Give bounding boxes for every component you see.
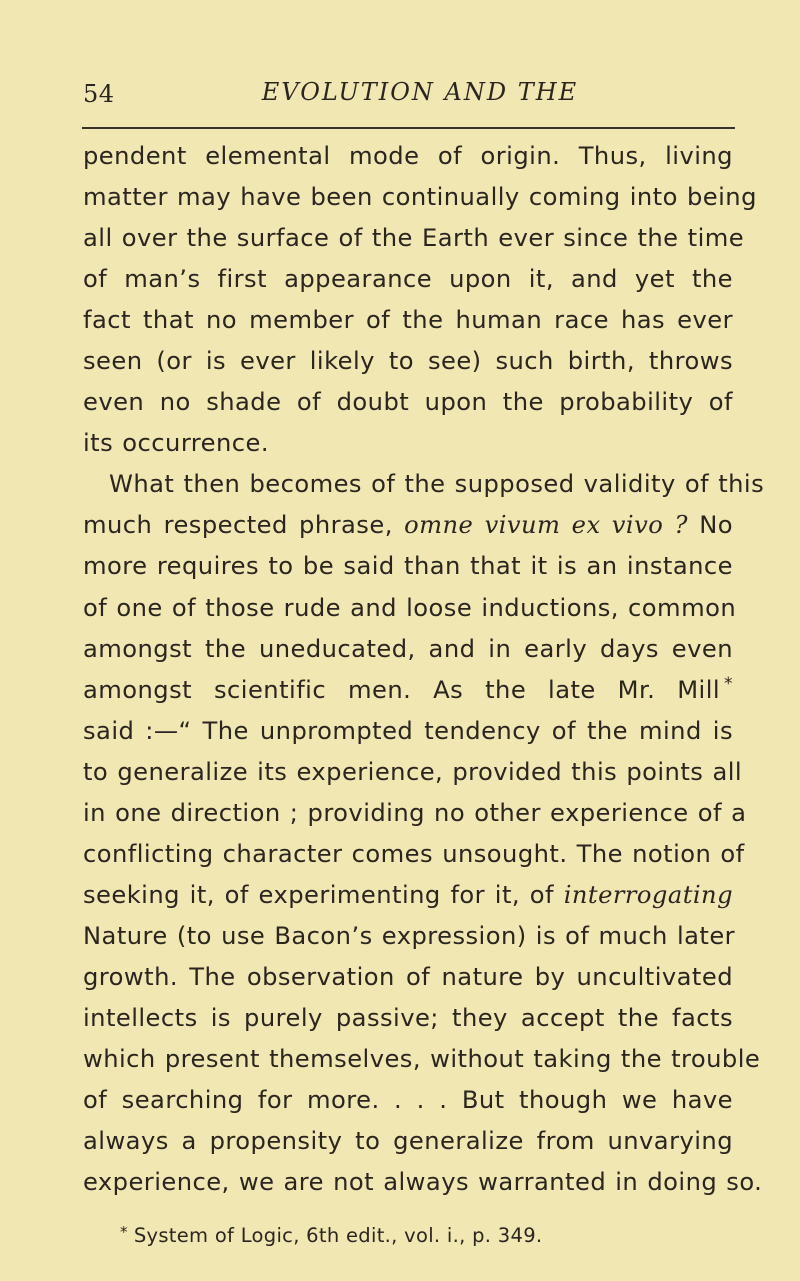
text-line: conflicting character comes unsought. The notion of: [83, 839, 745, 868]
text-line: to generalize its experience, provided this points all: [83, 757, 743, 786]
latin-phrase: omne vivum ex vivo ?: [404, 511, 688, 540]
text-line: [83, 875, 733, 916]
text-line: all over the surface of the Earth ever since the time: [83, 224, 745, 253]
body-text: [83, 136, 765, 1203]
text-line: of searching for more. . . . But though we have: [83, 1086, 733, 1115]
text-line: [83, 670, 733, 711]
text-line: in one direction ; providing no other experience of a: [83, 798, 747, 827]
text-run: much respected phrase,: [83, 511, 393, 540]
text-line: seen (or is ever likely to see) such birth, throws: [83, 347, 733, 376]
running-head: EVOLUTION AND THE: [261, 78, 579, 106]
text-line: What then becomes of the supposed validity of this: [109, 470, 765, 499]
text-run: No: [699, 511, 734, 540]
text-line: fact that no member of the human race has ever: [83, 306, 733, 335]
text-line: of one of those rude and loose inductions, common: [83, 593, 737, 622]
italic-word: interrogating: [563, 880, 734, 909]
text-line: said :—“ The unprompted tendency of the mind is: [83, 716, 733, 745]
text-run: amongst scientific men. As the late Mr. Mill: [83, 675, 721, 704]
text-line: its occurrence.: [83, 429, 269, 458]
text-line: pendent elemental mode of origin. Thus, living: [83, 142, 733, 170]
text-line: growth. The observation of nature by uncultivated: [83, 962, 733, 991]
text-line: which present themselves, without taking the trouble: [83, 1045, 761, 1074]
text-line: amongst the uneducated, and in early days even: [83, 634, 733, 663]
header-rule: [82, 127, 735, 129]
text-line: [83, 505, 733, 546]
footnote-reference: *: [724, 673, 733, 694]
page-number: 54: [83, 80, 115, 108]
text-line: more requires to be said than that it is an instance: [83, 552, 733, 581]
text-line: of man’s first appearance upon it, and yet the: [83, 265, 733, 294]
text-line: always a propensity to generalize from unvarying: [83, 1127, 733, 1156]
text-line: intellects is purely passive; they accept the facts: [83, 1003, 733, 1032]
text-line: Nature (to use Bacon’s expression) is of much later: [83, 921, 736, 950]
text-run: seeking it, of experimenting for it, of: [83, 880, 554, 909]
footnote-mark: *: [120, 1223, 128, 1241]
text-line: even no shade of doubt upon the probability of: [83, 388, 733, 417]
text-line: experience, we are not always warranted in doing so.: [83, 1168, 763, 1197]
text-line: matter may have been continually coming into being: [83, 183, 757, 212]
footnote-text: System of Logic, 6th edit., vol. i., p. 349.: [133, 1224, 543, 1247]
footnote: [120, 1220, 542, 1248]
